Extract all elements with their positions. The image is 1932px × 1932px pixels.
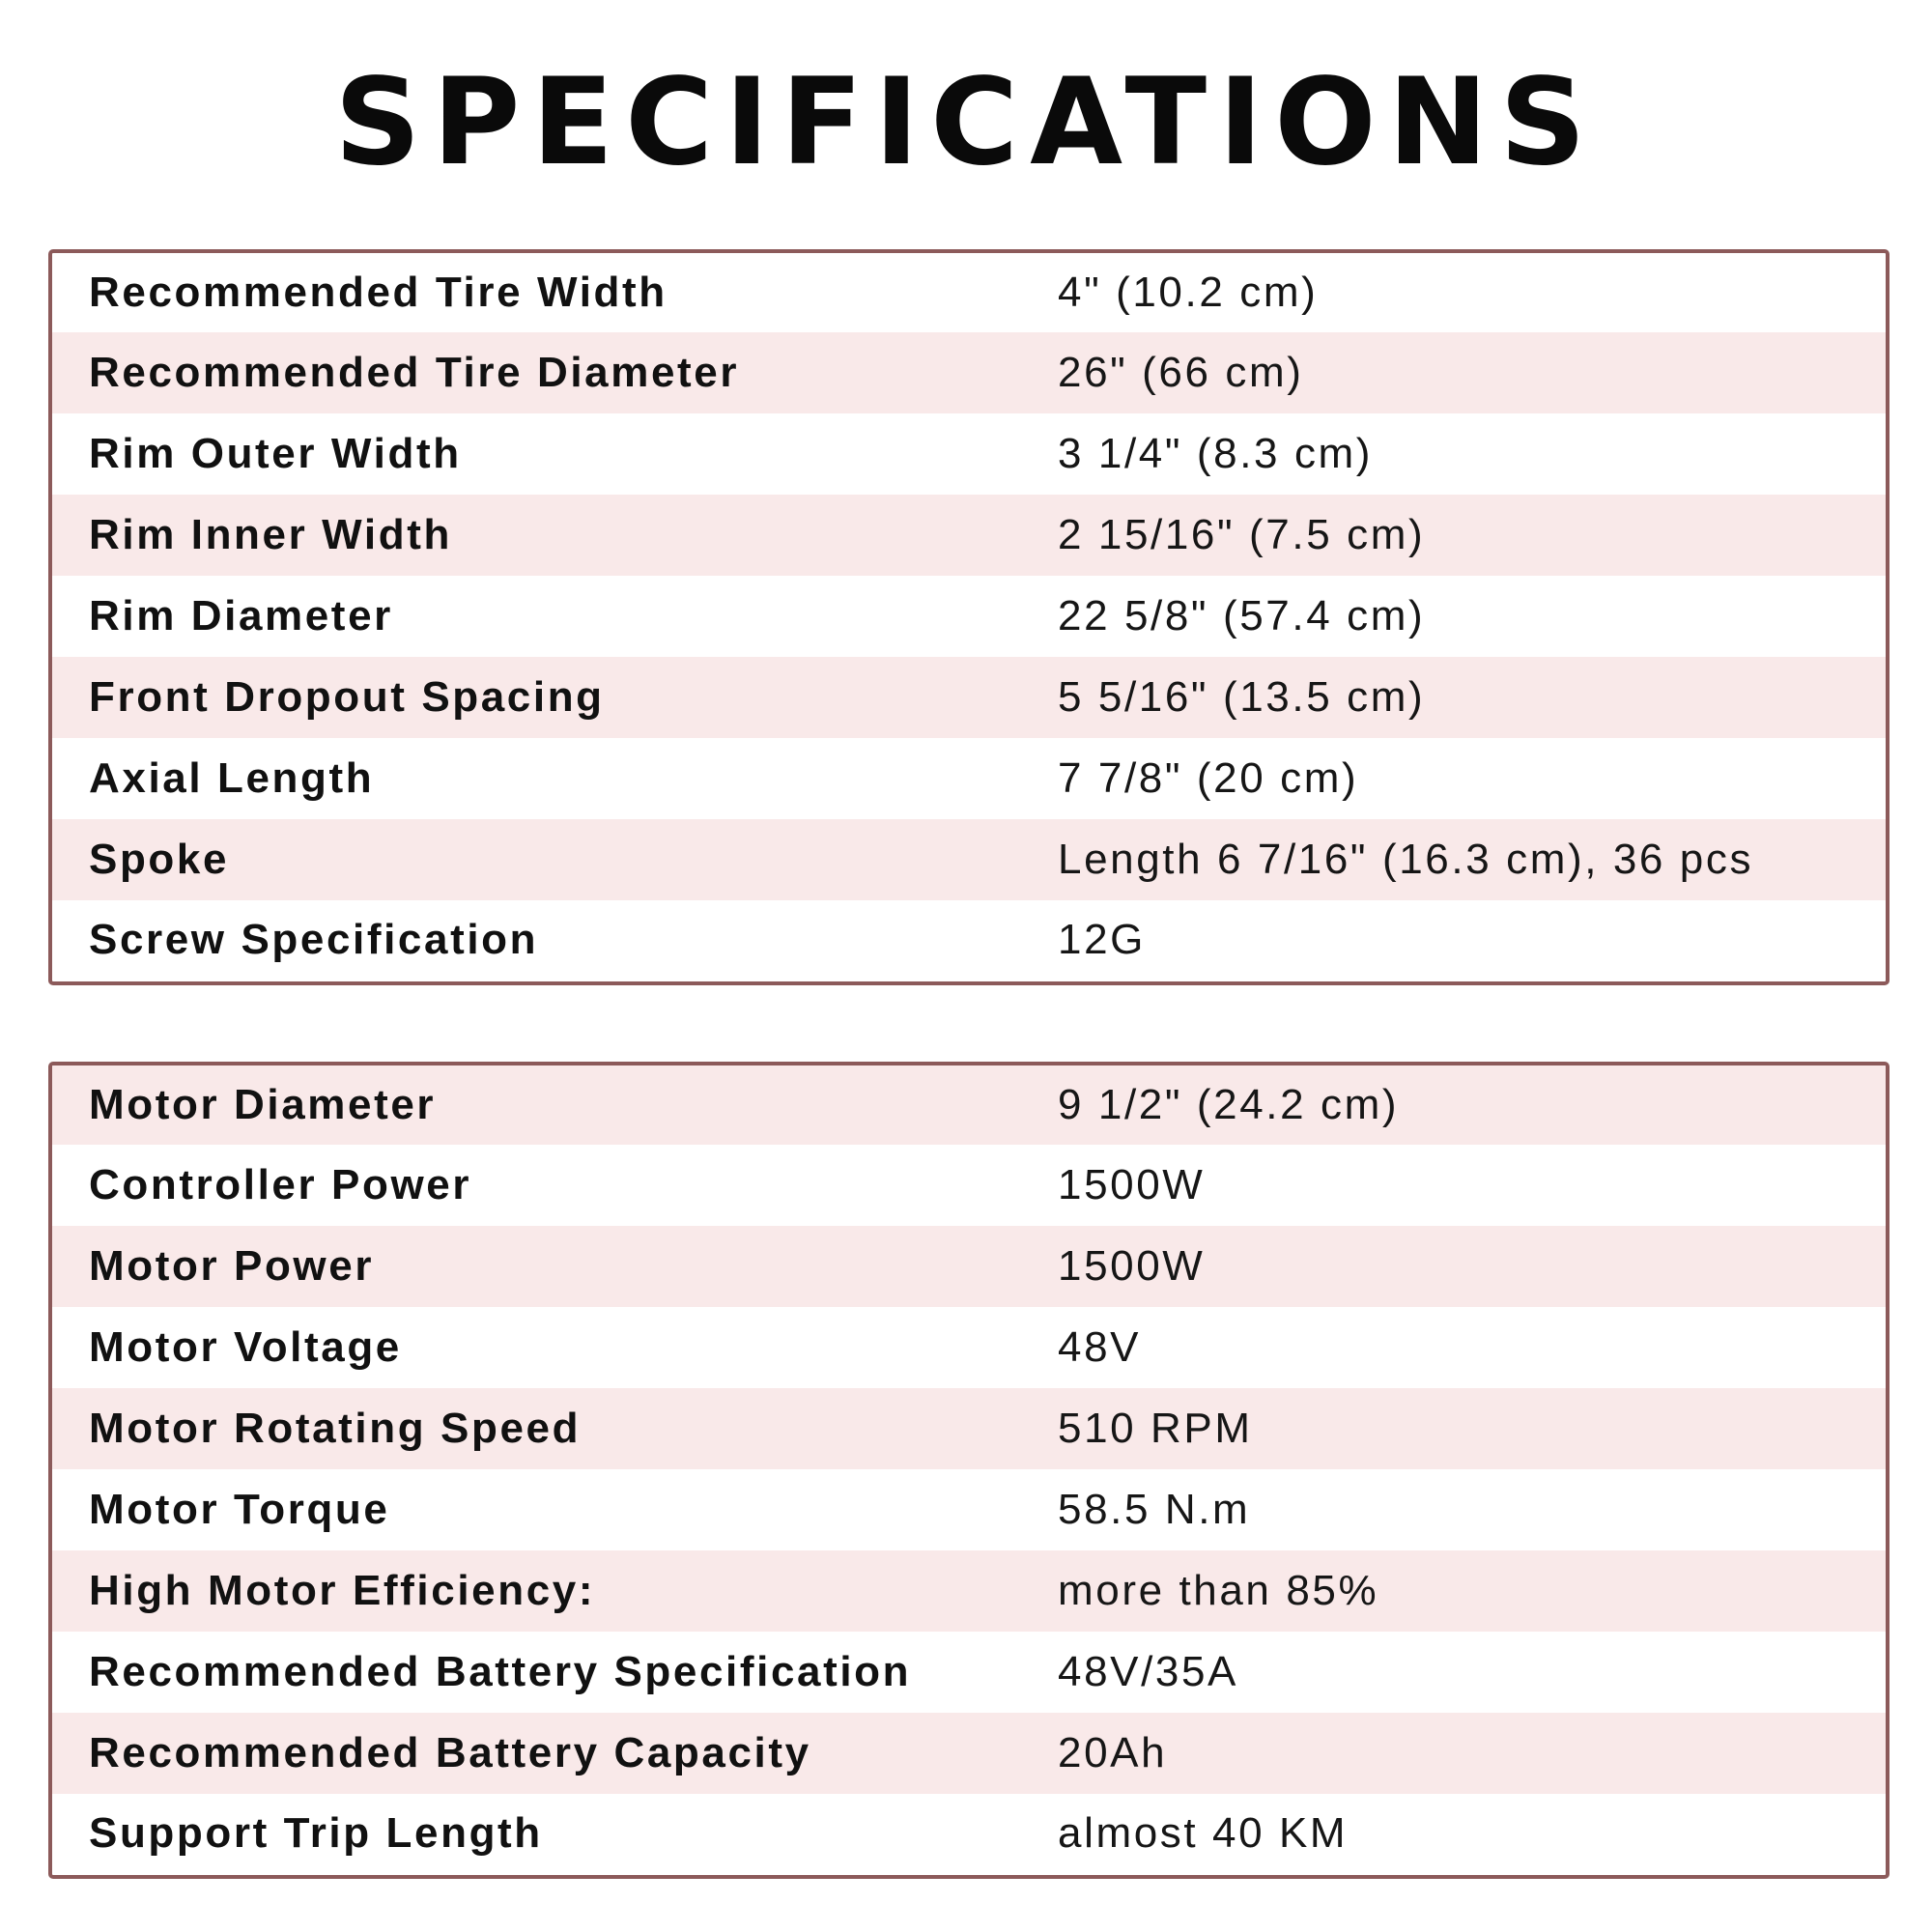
table-row: [52, 253, 1886, 332]
spec-label: Motor Torque: [89, 1486, 390, 1533]
table-row: [52, 657, 1886, 738]
table-row: [52, 1713, 1886, 1794]
spec-label: Controller Power: [89, 1161, 472, 1208]
table-row: [52, 738, 1886, 819]
spec-label: Rim Inner Width: [89, 511, 452, 558]
spec-value: almost 40 KM: [1058, 1809, 1349, 1857]
table-row: [52, 900, 1886, 980]
spec-label: Support Trip Length: [89, 1809, 543, 1857]
spec-value: 510 RPM: [1058, 1405, 1253, 1452]
spec-label: High Motor Efficiency:: [89, 1567, 596, 1614]
spec-value: 1500W: [1058, 1161, 1206, 1208]
spec-value: 22 5/8" (57.4 cm): [1058, 592, 1426, 639]
table-row: [52, 1145, 1886, 1226]
table-row: [52, 1794, 1886, 1873]
spec-label: Front Dropout Spacing: [89, 673, 605, 721]
spec-value: 26" (66 cm): [1058, 349, 1304, 396]
spec-value: 9 1/2" (24.2 cm): [1058, 1081, 1400, 1128]
spec-value: Length 6 7/16" (16.3 cm), 36 pcs: [1058, 836, 1754, 883]
spec-value: 20Ah: [1058, 1729, 1168, 1776]
spec-label: Recommended Tire Diameter: [89, 349, 740, 396]
table-row: [52, 1469, 1886, 1550]
wheel-spec-table: [48, 249, 1889, 985]
spec-value: more than 85%: [1058, 1567, 1379, 1614]
table-row: [52, 819, 1886, 900]
spec-value: 12G: [1058, 916, 1146, 963]
spec-value: 4" (10.2 cm): [1058, 269, 1319, 316]
spec-value: 3 1/4" (8.3 cm): [1058, 430, 1374, 477]
spec-label: Axial Length: [89, 754, 375, 802]
table-row: [52, 1632, 1886, 1713]
motor-spec-table: [48, 1062, 1889, 1879]
spec-value: 48V/35A: [1058, 1648, 1239, 1695]
spec-label: Screw Specification: [89, 916, 539, 963]
spec-label: Spoke: [89, 836, 230, 883]
spec-value: 1500W: [1058, 1242, 1206, 1290]
table-row: [52, 413, 1886, 495]
spec-value: 5 5/16" (13.5 cm): [1058, 673, 1426, 721]
spec-label: Recommended Tire Width: [89, 269, 668, 316]
table-row: [52, 1307, 1886, 1388]
spec-label: Motor Diameter: [89, 1081, 437, 1128]
spec-label: Motor Voltage: [89, 1323, 402, 1371]
spec-value: 7 7/8" (20 cm): [1058, 754, 1359, 802]
spec-label: Rim Diameter: [89, 592, 393, 639]
spec-value: 48V: [1058, 1323, 1142, 1371]
table-row: [52, 1388, 1886, 1469]
spec-label: Recommended Battery Capacity: [89, 1729, 811, 1776]
table-row: [52, 1550, 1886, 1632]
spec-label: Recommended Battery Specification: [89, 1648, 912, 1695]
table-row: [52, 495, 1886, 576]
page-title: SPECIFICATIONS: [334, 53, 1598, 192]
spec-label: Motor Power: [89, 1242, 375, 1290]
spec-label: Rim Outer Width: [89, 430, 462, 477]
spec-label: Motor Rotating Speed: [89, 1405, 582, 1452]
spec-value: 58.5 N.m: [1058, 1486, 1251, 1533]
table-row: [52, 576, 1886, 657]
spec-value: 2 15/16" (7.5 cm): [1058, 511, 1426, 558]
table-row: [52, 332, 1886, 413]
table-row: [52, 1226, 1886, 1307]
table-row: [52, 1065, 1886, 1145]
